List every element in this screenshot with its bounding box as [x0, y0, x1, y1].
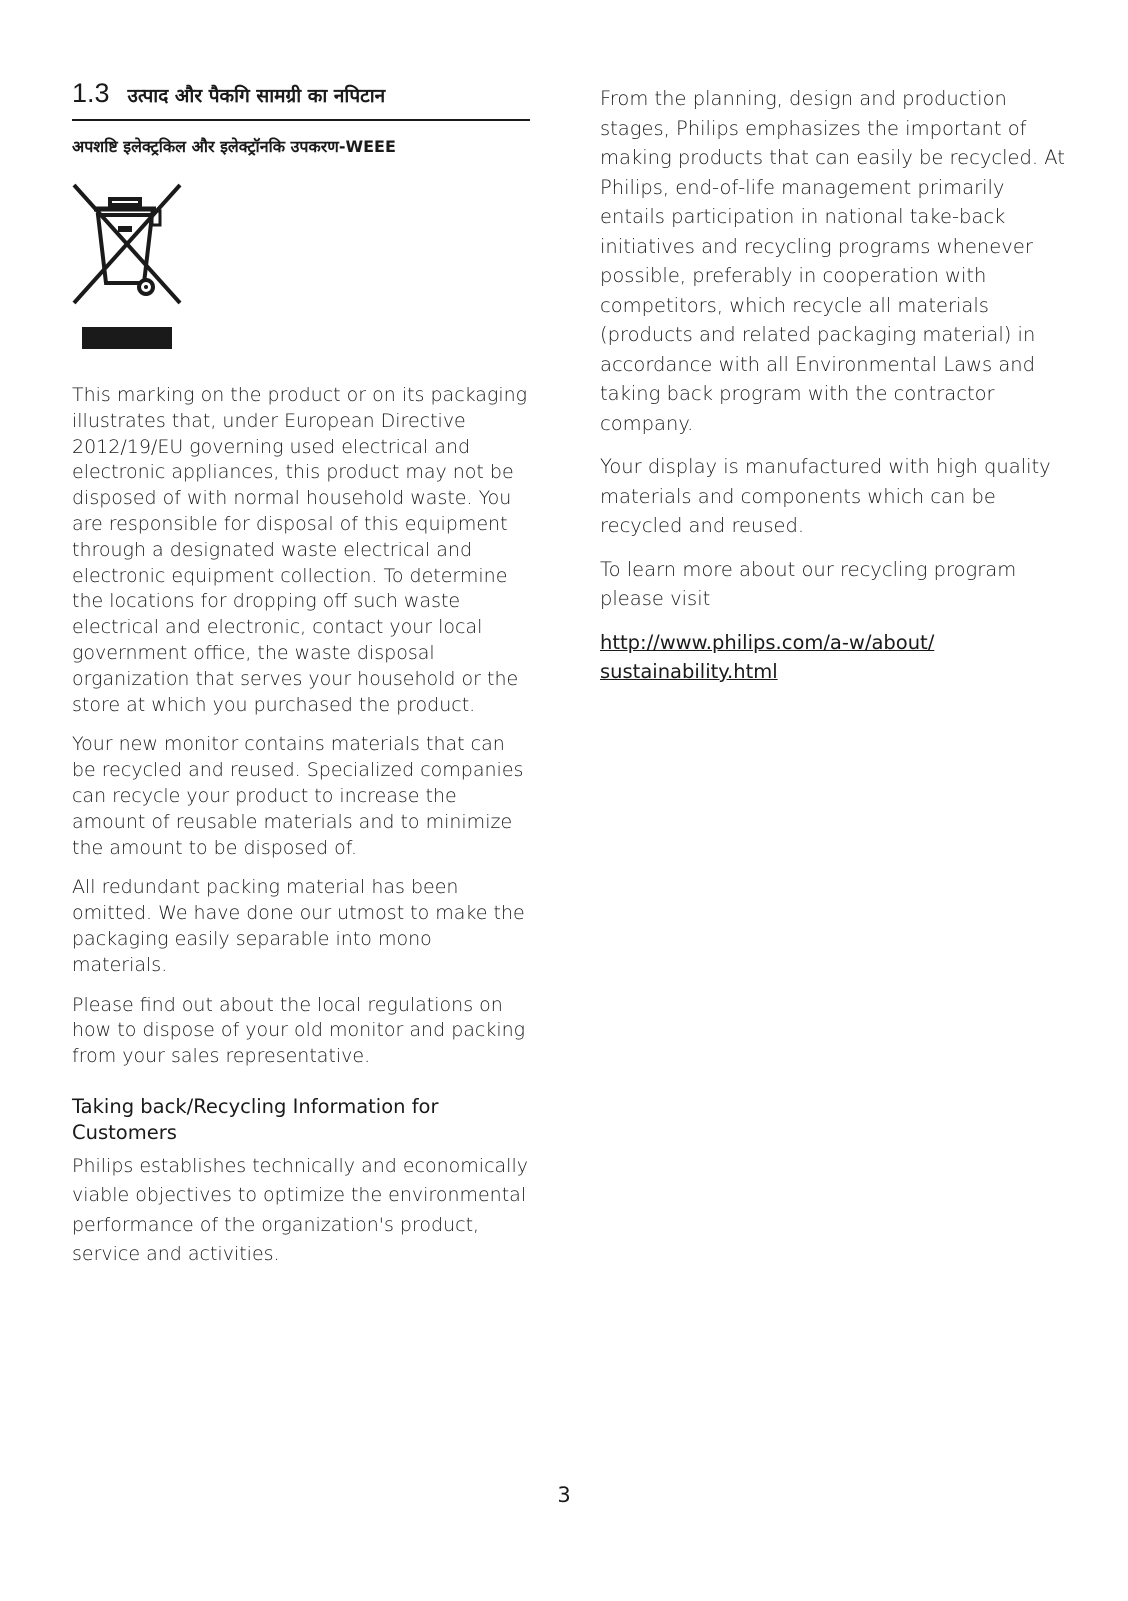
weee-paragraph-1: This marking on the product or on its packaging illustrates that, under European Directive 2012/19/EU governing used electrical and electronic appliances, this product may not be disposed of with normal household waste. You are responsible for disposal of this equipment through a designated waste electrical and electronic equipment collection. To determine the locations for dropping off such waste electrical and electronic, contact your local government office, the waste disposal organization that serves your household or the store at which you purchased the product. [72, 384, 528, 716]
recycling-paragraph-4: To learn more about our recycling program please visit [600, 557, 1017, 610]
weee-paragraph-3: All redundant packing material has been omitted. We have done our utmost to make the packaging easily separable into mono materials. [72, 876, 525, 976]
section-heading [72, 78, 530, 121]
right-column [600, 84, 1070, 687]
left-column [72, 78, 532, 1284]
sustainability-link[interactable] [600, 628, 1070, 687]
weee-subheading: अपशष्टि इलेक्ट्रकिल और इलेक्ट्रॉनकि उपकरण-WEEE [72, 137, 396, 156]
sustainability-link-line-1[interactable]: http://www.philips.com/a-w/about/ [600, 630, 935, 654]
weee-paragraph-4: Please find out about the local regulations on how to dispose of your old monitor and packing from your sales representative. [72, 993, 526, 1068]
section-number: 1.3 [72, 78, 110, 108]
sustainability-link-line-2[interactable]: sustainability.html [600, 660, 778, 683]
recycling-paragraph-2: From the planning, design and production stages, Philips emphasizes the important of making products that can easily be recycled. At Philips, end-of-life management primarily entails participation in national take-back initiatives and recycling programs whenever possible, preferably in cooperation with competitors, which recycle all materials (products and related packaging material) in accordance with all Environmental Laws and taking back program with the contractor company. [600, 87, 1065, 435]
weee-paragraph-2: Your new monitor contains materials that can be recycled and reused. Specialized companies can recycle your product to increase the amount of reusable materials and to minimize the amount to be disposed of. [72, 733, 524, 859]
page-number: 3 [557, 1483, 571, 1507]
recycling-paragraph: Philips establishes technically and economically viable objectives to optimize the environmental performance of the organization's product, service and activities. [72, 1154, 528, 1266]
crossed-out-wheelie-bin-icon [72, 183, 188, 353]
recycling-subsection-title: Taking back/Recycling Information for Customers [72, 1094, 439, 1144]
section-title: उत्पाद और पैकगि सामग्री का नपिटान [127, 85, 386, 107]
recycling-paragraph-3: Your display is manufactured with high quality materials and components which can be recycled and reused. [600, 455, 1051, 537]
